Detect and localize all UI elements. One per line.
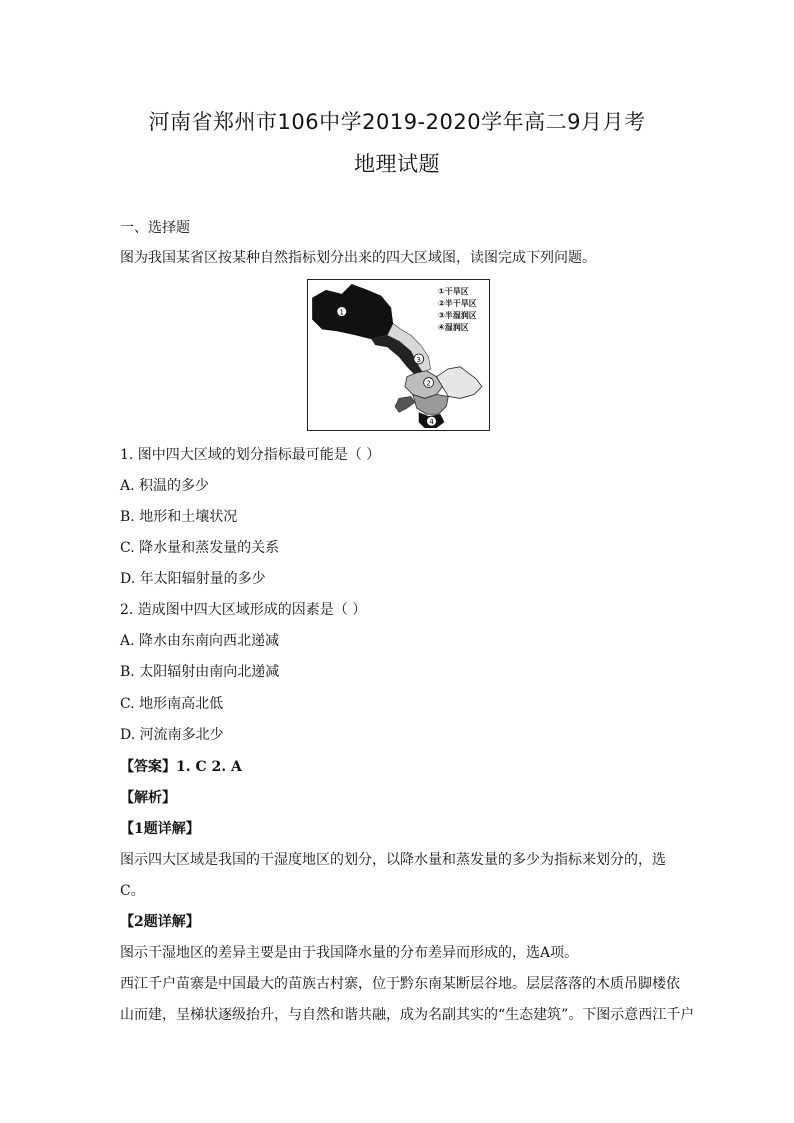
map-legend	[438, 286, 477, 334]
province-map-figure	[307, 279, 490, 431]
question-2-option-b: B. 太阳辐射由南向北递减	[120, 664, 280, 680]
legend-item-arid: ①干旱区	[438, 287, 469, 296]
analysis-heading: 【解析】	[120, 790, 176, 806]
map-region-label-2: 2	[426, 379, 431, 388]
question-2-stem: 2. 造成图中四大区域形成的因素是（ ）	[120, 602, 367, 618]
question-1-option-c: C. 降水量和蒸发量的关系	[120, 540, 280, 556]
question-1-option-d: D. 年太阳辐射量的多少	[120, 571, 266, 587]
legend-item-semihumid: ③半湿润区	[438, 311, 477, 320]
question-1-option-a: A. 积温的多少	[120, 478, 210, 494]
map-region-label-4: 4	[429, 418, 434, 427]
map-region-south	[413, 394, 449, 414]
map-region-west-spur	[395, 396, 415, 412]
map-region-label-3: 3	[416, 355, 421, 364]
map-region-label-1: 1	[339, 308, 344, 317]
document-title-line1: 河南省郑州市106中学2019-2020学年高二9月月考	[148, 110, 646, 134]
passage-line2: 山而建，呈梯状逐级抬升，与自然和谐共融，成为名副其实的“生态建筑”。下图示意西江千户	[120, 1007, 695, 1023]
question-1-option-b: B. 地形和土壤状况	[120, 509, 238, 525]
detail-2-text: 图示干湿地区的差异主要是由于我国降水量的分布差异而形成的，选A项。	[120, 945, 579, 961]
detail-1-text-line1: 图示四大区域是我国的干湿度地区的划分，以降水量和蒸发量的多少为指标来划分的，选	[120, 852, 666, 868]
section-heading: 一、选择题	[120, 220, 190, 236]
answer-line: 【答案】1. C 2. A	[120, 759, 242, 775]
legend-item-semiarid: ②半干旱区	[438, 299, 477, 308]
intro-text: 图为我国某省区按某种自然指标划分出来的四大区域图，读图完成下列问题。	[120, 250, 596, 266]
question-1-stem: 1. 图中四大区域的划分指标最可能是（ ）	[120, 447, 381, 463]
map-region-arid	[312, 284, 393, 339]
passage-line1: 西江千户苗寨是中国最大的苗族古村寨，位于黔东南某断层谷地。层层落落的木质吊脚楼依	[120, 976, 680, 992]
question-2-option-c: C. 地形南高北低	[120, 696, 224, 712]
detail-2-heading: 【2题详解】	[120, 914, 200, 930]
legend-item-humid: ④湿润区	[438, 323, 469, 332]
question-2-option-a: A. 降水由东南向西北递减	[120, 633, 280, 649]
document-title-line2: 地理试题	[354, 152, 440, 176]
detail-1-heading: 【1题详解】	[120, 821, 200, 837]
map-region-east-dotted	[436, 367, 481, 399]
question-2-option-d: D. 河流南多北少	[120, 727, 224, 743]
detail-1-text-line2: C。	[120, 883, 145, 899]
